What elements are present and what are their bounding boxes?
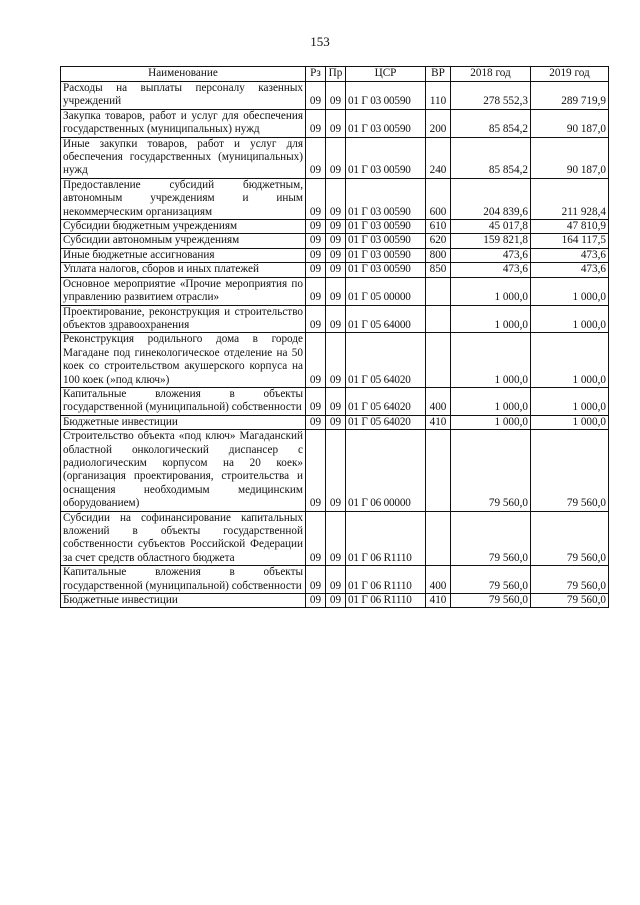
cell-name: Иные бюджетные ассигнования — [61, 248, 306, 262]
cell-pr: 09 — [326, 263, 346, 277]
table-row — [61, 234, 609, 248]
cell-csr: 01 Г 05 64000 — [346, 305, 426, 333]
cell-vr: 200 — [426, 109, 451, 137]
cell-name: Строительство объекта «под ключ» Магаданский областной онкологический диспансер с радиологическим корпусом на 20 коек» (организация проектирования, строительства и оснащения необходимым медицинским оборудованием) — [61, 430, 306, 511]
table-row — [61, 277, 609, 305]
cell-pr: 09 — [326, 137, 346, 178]
cell-csr: 01 Г 05 00000 — [346, 277, 426, 305]
cell-csr: 01 Г 06 R1110 — [346, 566, 426, 594]
cell-pr: 09 — [326, 430, 346, 511]
cell-rz: 09 — [306, 263, 326, 277]
cell-csr: 01 Г 03 00590 — [346, 248, 426, 262]
table-row — [61, 333, 609, 388]
cell-2019: 1 000,0 — [531, 387, 609, 415]
cell-vr: 850 — [426, 263, 451, 277]
cell-2018: 1 000,0 — [451, 277, 531, 305]
header-name: Наименование — [61, 67, 306, 82]
cell-pr: 09 — [326, 82, 346, 110]
table-row — [61, 511, 609, 566]
cell-name: Предоставление субсидий бюджетным, автономным учреждениям и иным некоммерческим организациям — [61, 178, 306, 219]
cell-name: Бюджетные инвестиции — [61, 594, 306, 608]
cell-vr: 610 — [426, 220, 451, 234]
cell-csr: 01 Г 06 R1110 — [346, 594, 426, 608]
cell-csr: 01 Г 03 00590 — [346, 220, 426, 234]
cell-pr: 09 — [326, 594, 346, 608]
cell-name: Реконструкция родильного дома в городе Магадане под гинекологическое отделение на 50 коек со строительством акушерского корпуса на 100 коек (»под ключ») — [61, 333, 306, 388]
cell-2018: 79 560,0 — [451, 511, 531, 566]
header-csr: ЦСР — [346, 67, 426, 82]
cell-2018: 473,6 — [451, 248, 531, 262]
cell-rz: 09 — [306, 511, 326, 566]
cell-2018: 45 017,8 — [451, 220, 531, 234]
cell-csr: 01 Г 05 64020 — [346, 415, 426, 429]
cell-name: Субсидии бюджетным учреждениям — [61, 220, 306, 234]
cell-2019: 473,6 — [531, 248, 609, 262]
table-row — [61, 263, 609, 277]
cell-rz: 09 — [306, 566, 326, 594]
cell-vr — [426, 333, 451, 388]
cell-csr: 01 Г 03 00590 — [346, 82, 426, 110]
cell-rz: 09 — [306, 234, 326, 248]
cell-vr: 410 — [426, 594, 451, 608]
cell-rz: 09 — [306, 137, 326, 178]
cell-2019: 1 000,0 — [531, 305, 609, 333]
cell-2018: 204 839,6 — [451, 178, 531, 219]
cell-name: Основное мероприятие «Прочие мероприятия по управлению развитием отрасли» — [61, 277, 306, 305]
cell-2019: 211 928,4 — [531, 178, 609, 219]
cell-pr: 09 — [326, 220, 346, 234]
cell-2018: 1 000,0 — [451, 333, 531, 388]
cell-2019: 473,6 — [531, 263, 609, 277]
cell-2018: 159 821,8 — [451, 234, 531, 248]
cell-rz: 09 — [306, 277, 326, 305]
header-rz: Рз — [306, 67, 326, 82]
cell-rz: 09 — [306, 109, 326, 137]
cell-name: Иные закупки товаров, работ и услуг для обеспечения государственных (муниципальных) нужд — [61, 137, 306, 178]
cell-2019: 164 117,5 — [531, 234, 609, 248]
cell-2019: 79 560,0 — [531, 566, 609, 594]
cell-pr: 09 — [326, 415, 346, 429]
cell-rz: 09 — [306, 305, 326, 333]
cell-pr: 09 — [326, 387, 346, 415]
cell-csr: 01 Г 03 00590 — [346, 137, 426, 178]
cell-csr: 01 Г 03 00590 — [346, 109, 426, 137]
table-row — [61, 137, 609, 178]
table-row — [61, 594, 609, 608]
table-row — [61, 566, 609, 594]
cell-vr: 110 — [426, 82, 451, 110]
cell-2019: 1 000,0 — [531, 415, 609, 429]
cell-2018: 473,6 — [451, 263, 531, 277]
cell-2019: 1 000,0 — [531, 277, 609, 305]
cell-vr — [426, 277, 451, 305]
cell-2018: 1 000,0 — [451, 387, 531, 415]
cell-name: Субсидии на софинансирование капитальных вложений в объекты государственной собственности субъектов Российской Федерации за счет средств областного бюджета — [61, 511, 306, 566]
cell-2019: 289 719,9 — [531, 82, 609, 110]
cell-2018: 79 560,0 — [451, 430, 531, 511]
cell-vr: 400 — [426, 387, 451, 415]
cell-2018: 1 000,0 — [451, 415, 531, 429]
cell-csr: 01 Г 05 64020 — [346, 387, 426, 415]
cell-pr: 09 — [326, 248, 346, 262]
cell-2019: 79 560,0 — [531, 430, 609, 511]
cell-pr: 09 — [326, 305, 346, 333]
cell-pr: 09 — [326, 109, 346, 137]
cell-name: Бюджетные инвестиции — [61, 415, 306, 429]
cell-name: Субсидии автономным учреждениям — [61, 234, 306, 248]
cell-2018: 85 854,2 — [451, 109, 531, 137]
cell-csr: 01 Г 03 00590 — [346, 178, 426, 219]
cell-csr: 01 Г 03 00590 — [346, 263, 426, 277]
cell-2019: 1 000,0 — [531, 333, 609, 388]
cell-rz: 09 — [306, 594, 326, 608]
cell-2019: 79 560,0 — [531, 594, 609, 608]
table-row — [61, 220, 609, 234]
table-row — [61, 178, 609, 219]
cell-2018: 79 560,0 — [451, 594, 531, 608]
cell-pr: 09 — [326, 277, 346, 305]
cell-2018: 85 854,2 — [451, 137, 531, 178]
budget-table — [60, 66, 609, 608]
cell-rz: 09 — [306, 387, 326, 415]
cell-pr: 09 — [326, 234, 346, 248]
cell-2019: 90 187,0 — [531, 109, 609, 137]
cell-pr: 09 — [326, 178, 346, 219]
cell-2018: 1 000,0 — [451, 305, 531, 333]
cell-rz: 09 — [306, 220, 326, 234]
cell-rz: 09 — [306, 430, 326, 511]
cell-name: Расходы на выплаты персоналу казенных учреждений — [61, 82, 306, 110]
cell-name: Проектирование, реконструкция и строительство объектов здравоохранения — [61, 305, 306, 333]
cell-csr: 01 Г 05 64020 — [346, 333, 426, 388]
cell-csr: 01 Г 03 00590 — [346, 234, 426, 248]
cell-rz: 09 — [306, 415, 326, 429]
table-row — [61, 430, 609, 511]
table-row — [61, 387, 609, 415]
cell-rz: 09 — [306, 82, 326, 110]
cell-vr: 800 — [426, 248, 451, 262]
table-row — [61, 415, 609, 429]
header-2018: 2018 год — [451, 67, 531, 82]
cell-2019: 79 560,0 — [531, 511, 609, 566]
table-row — [61, 109, 609, 137]
cell-pr: 09 — [326, 333, 346, 388]
cell-pr: 09 — [326, 511, 346, 566]
cell-pr: 09 — [326, 566, 346, 594]
cell-vr: 620 — [426, 234, 451, 248]
cell-csr: 01 Г 06 R1110 — [346, 511, 426, 566]
cell-2019: 90 187,0 — [531, 137, 609, 178]
table-row — [61, 82, 609, 110]
cell-rz: 09 — [306, 248, 326, 262]
cell-csr: 01 Г 06 00000 — [346, 430, 426, 511]
table-row — [61, 248, 609, 262]
cell-vr — [426, 511, 451, 566]
header-2019: 2019 год — [531, 67, 609, 82]
cell-vr: 410 — [426, 415, 451, 429]
header-vr: ВР — [426, 67, 451, 82]
cell-name: Уплата налогов, сборов и иных платежей — [61, 263, 306, 277]
cell-2018: 79 560,0 — [451, 566, 531, 594]
header-pr: Пр — [326, 67, 346, 82]
cell-name: Капитальные вложения в объекты государственной (муниципальной) собственности — [61, 566, 306, 594]
cell-rz: 09 — [306, 333, 326, 388]
cell-2019: 47 810,9 — [531, 220, 609, 234]
cell-vr — [426, 430, 451, 511]
cell-vr — [426, 305, 451, 333]
cell-2018: 278 552,3 — [451, 82, 531, 110]
cell-vr: 400 — [426, 566, 451, 594]
header-row — [61, 67, 609, 82]
cell-vr: 240 — [426, 137, 451, 178]
page-number: 153 — [310, 34, 330, 49]
cell-name: Закупка товаров, работ и услуг для обеспечения государственных (муниципальных) нужд — [61, 109, 306, 137]
table-row — [61, 305, 609, 333]
cell-rz: 09 — [306, 178, 326, 219]
cell-vr: 600 — [426, 178, 451, 219]
cell-name: Капитальные вложения в объекты государственной (муниципальной) собственности — [61, 387, 306, 415]
